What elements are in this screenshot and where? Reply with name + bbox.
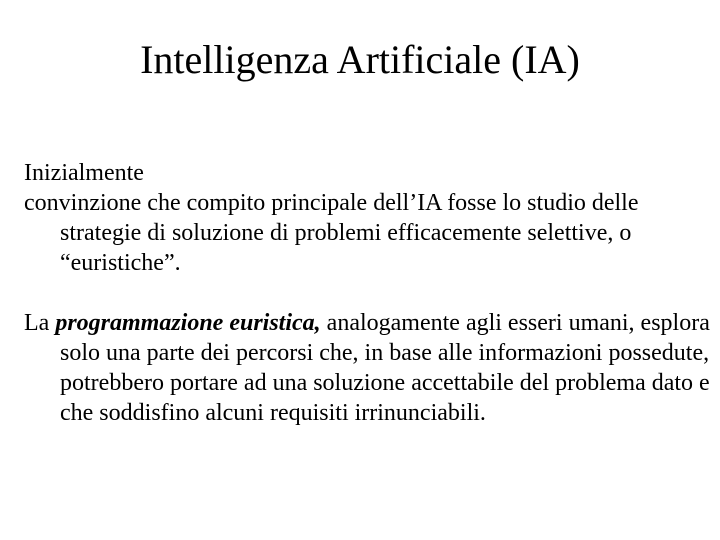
emphasized-term: programmazione euristica, bbox=[55, 310, 321, 336]
slide-body bbox=[24, 158, 714, 428]
paragraph-heuristics-intro bbox=[24, 158, 714, 278]
paragraph-prefix: La bbox=[24, 310, 56, 336]
paragraph-text: analogamente agli esseri umani, esplora solo una parte dei percorsi che, in base alle informazioni possedute, potrebbero portare ad una soluzione accettabile del problema dato e che soddisfino alcuni requisiti irrinunciabili. bbox=[60, 310, 710, 426]
paragraph-continuation: convinzione che compito principale dell’IA fosse lo studio delle strategie di soluzione di problemi efficacemente selettive, o “euristiche”. bbox=[24, 190, 639, 276]
paragraph-heuristic-programming bbox=[24, 308, 714, 428]
paragraph-first-line: Inizialmente bbox=[24, 160, 144, 186]
slide-title: Intelligenza Artificiale (IA) bbox=[140, 37, 580, 82]
